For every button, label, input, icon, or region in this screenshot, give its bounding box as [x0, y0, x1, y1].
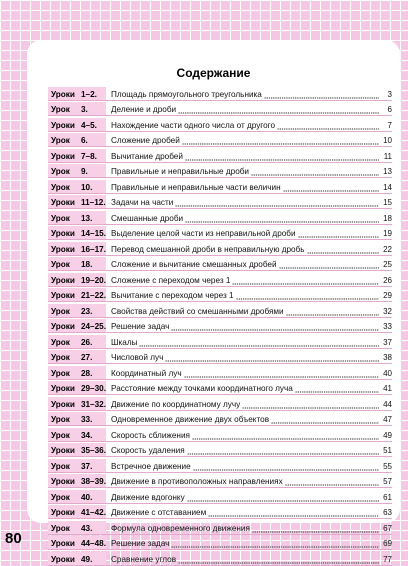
lesson-number: 16–17. [80, 244, 106, 254]
dot-leader [279, 261, 379, 269]
lesson-label [48, 536, 106, 549]
dot-leader [277, 122, 379, 130]
entry-title: Деление и дроби [111, 105, 177, 114]
entry-title: Решение задач [111, 322, 170, 331]
lesson-label [48, 133, 106, 146]
toc-entry [48, 271, 392, 287]
entry-page: 63 [383, 508, 392, 517]
toc-entry [48, 240, 392, 256]
toc-entry [48, 209, 392, 225]
lesson-label [48, 149, 106, 162]
dot-leader [175, 199, 379, 207]
dot-leader [295, 385, 379, 393]
entry-title: Движение в противоположных направлениях [111, 477, 283, 486]
toc-entry [48, 163, 392, 179]
entry-title: Сложение и вычитание смешанных дробей [111, 260, 277, 269]
entry-page: 57 [383, 477, 392, 486]
lesson-word: Урок [51, 430, 70, 440]
entry-title: Задачи на части [111, 198, 174, 207]
entry-title: Движение вдогонку [111, 492, 185, 502]
toc-entry [48, 426, 392, 442]
toc-entry [48, 519, 392, 535]
entry-page: 32 [383, 306, 392, 316]
entry-page: 55 [383, 461, 392, 471]
lesson-label [48, 180, 106, 193]
contents-list [48, 85, 392, 566]
toc-entry [48, 395, 392, 411]
entry-page: 37 [383, 337, 392, 347]
entry-title: Сложение дробей [111, 136, 180, 145]
lesson-number: 11–12. [81, 198, 106, 207]
lesson-label [48, 428, 106, 441]
entry-title: Свойства действий со смешанными дробями [111, 306, 284, 316]
dot-leader [178, 556, 379, 564]
lesson-number: 34. [81, 430, 93, 440]
dot-leader [264, 91, 379, 99]
entry-title: Скорость удаления [111, 446, 185, 455]
lesson-word: Урок [51, 492, 70, 502]
lesson-label [48, 381, 106, 394]
toc-entry [48, 178, 392, 194]
lesson-label [48, 443, 106, 456]
lesson-label [48, 288, 106, 301]
dot-leader [208, 509, 379, 517]
page-number: 80 [5, 530, 22, 547]
dot-leader [283, 184, 379, 192]
entry-page: 41 [383, 384, 392, 393]
toc-entry [48, 85, 392, 101]
toc-entry [48, 442, 392, 458]
lesson-number: 44–48. [80, 539, 106, 548]
toc-entry [48, 411, 392, 427]
dot-leader [171, 323, 379, 331]
entry-title: Площадь прямоугольного треугольника [111, 89, 262, 99]
lesson-number: 27. [81, 353, 93, 362]
dot-leader [298, 230, 379, 238]
contents-card [27, 40, 400, 564]
lesson-word: Урок [51, 260, 70, 269]
toc-entry [48, 535, 392, 551]
entry-page: 61 [383, 492, 392, 502]
lesson-word: Уроки [51, 322, 75, 331]
entry-page: 14 [383, 182, 392, 192]
dot-leader [193, 463, 379, 471]
lesson-word: Уроки [51, 151, 75, 161]
toc-entry [48, 147, 392, 163]
lesson-label [48, 474, 106, 487]
entry-page: 6 [387, 105, 392, 114]
lesson-label [48, 335, 106, 348]
toc-entry [48, 116, 392, 132]
lesson-label [48, 102, 106, 115]
lesson-label [48, 304, 106, 317]
toc-entry [48, 364, 392, 380]
lesson-word: Уроки [51, 89, 75, 99]
lesson-label [48, 87, 106, 100]
lesson-label [48, 257, 106, 270]
dot-leader [178, 106, 379, 114]
dot-leader [192, 432, 379, 440]
lesson-label [48, 350, 106, 363]
lesson-number: 31–32. [80, 399, 106, 409]
lesson-number: 35–36. [80, 446, 106, 455]
toc-entry [48, 333, 392, 349]
lesson-label [48, 521, 106, 534]
dot-leader [242, 401, 379, 409]
entry-title: Перевод смешанной дроби в неправильную дробь [111, 244, 305, 254]
dot-leader [187, 447, 379, 455]
entry-title: Расстояние между точками координатного луча [111, 384, 293, 393]
lesson-word: Урок [51, 167, 70, 176]
contents-heading: Содержание [176, 66, 251, 80]
entry-page: 51 [383, 446, 392, 455]
lesson-word: Урок [51, 337, 70, 347]
entry-title: Сложение с переходом через 1 [111, 275, 231, 285]
toc-entry [48, 101, 392, 117]
entry-page: 3 [387, 89, 392, 99]
lesson-label [48, 118, 106, 131]
lesson-word: Урок [51, 182, 70, 192]
lesson-label [48, 242, 106, 255]
entry-title: Движение по координатному лучу [111, 399, 241, 409]
lesson-word: Урок [51, 368, 70, 378]
lesson-label [48, 412, 106, 425]
lesson-label [48, 226, 106, 239]
toc-entry [48, 132, 392, 148]
lesson-number: 41–42. [80, 508, 106, 517]
entry-title: Вычитание с переходом через 1 [111, 291, 234, 300]
lesson-number: 38–39. [80, 477, 106, 486]
entry-page: 10 [383, 136, 392, 145]
entry-page: 33 [383, 322, 392, 331]
lesson-label [48, 505, 106, 518]
entry-title: Нахождение части одного числа от другого [111, 120, 276, 130]
lesson-label [48, 273, 106, 286]
entry-title: Решение задач [111, 539, 170, 548]
dot-leader [285, 478, 379, 486]
dot-leader [271, 416, 379, 424]
entry-page: 19 [383, 229, 392, 238]
lesson-word: Урок [51, 461, 70, 471]
entry-page: 47 [383, 415, 392, 424]
dot-leader [185, 153, 379, 161]
entry-page: 29 [383, 291, 392, 300]
lesson-number: 7–8. [81, 151, 97, 161]
lesson-word: Уроки [51, 477, 75, 486]
dot-leader [187, 494, 379, 502]
lesson-number: 19–20. [80, 275, 106, 285]
lesson-word: Уроки [51, 275, 75, 285]
dot-leader [182, 137, 379, 145]
lesson-number: 43. [81, 523, 93, 533]
lesson-label [48, 459, 106, 472]
toc-entry [48, 473, 392, 489]
lesson-word: Урок [51, 136, 70, 145]
lesson-number: 10. [81, 182, 93, 192]
lesson-number: 9. [81, 167, 88, 176]
toc-entry [48, 457, 392, 473]
lesson-word: Урок [51, 523, 70, 533]
entry-title: Встречное движение [111, 461, 191, 471]
toc-entry [48, 488, 392, 504]
lesson-word: Уроки [51, 198, 75, 207]
lesson-word: Урок [51, 105, 70, 114]
entry-title: Формула одновременного движения [111, 523, 250, 533]
lesson-label [48, 366, 106, 379]
lesson-number: 24–25. [80, 322, 106, 331]
toc-entry [48, 550, 392, 566]
dot-leader [165, 354, 379, 362]
lesson-number: 21–22. [80, 291, 106, 300]
dot-leader [251, 168, 379, 176]
lesson-number: 18. [81, 260, 93, 269]
entry-title: Одновременное движение двух объектов [111, 415, 270, 424]
lesson-number: 37. [81, 461, 93, 471]
lesson-number: 4–5. [81, 120, 97, 130]
toc-entry [48, 380, 392, 396]
lesson-word: Урок [51, 353, 70, 362]
lesson-number: 28. [81, 368, 93, 378]
entry-page: 67 [383, 523, 392, 533]
lesson-word: Урок [51, 306, 70, 316]
lesson-word: Уроки [51, 446, 75, 455]
lesson-label [48, 211, 106, 224]
lesson-word: Уроки [51, 384, 75, 393]
entry-page: 40 [383, 368, 392, 378]
entry-title: Вычитание дробей [111, 151, 183, 161]
lesson-number: 23. [81, 306, 93, 316]
lesson-word: Урок [51, 213, 70, 223]
entry-title: Числовой луч [111, 353, 164, 362]
entry-title: Правильные и неправильные дроби [111, 167, 250, 176]
lesson-number: 3. [81, 105, 88, 114]
toc-entry [48, 504, 392, 520]
dot-leader [252, 525, 379, 533]
lesson-number: 49. [81, 554, 93, 564]
entry-title: Сравнение углов [111, 554, 177, 564]
entry-page: 26 [383, 275, 392, 285]
dot-leader [232, 277, 379, 285]
entry-page: 77 [383, 554, 392, 564]
entry-page: 18 [383, 213, 392, 223]
lesson-number: 33. [81, 415, 93, 424]
lesson-label [48, 164, 106, 177]
toc-entry [48, 318, 392, 334]
lesson-word: Уроки [51, 244, 75, 254]
lesson-label [48, 552, 106, 565]
toc-entry [48, 349, 392, 365]
lesson-word: Уроки [51, 554, 75, 564]
toc-entry [48, 225, 392, 241]
dot-leader [171, 540, 379, 548]
lesson-label [48, 397, 106, 410]
entry-title: Смешанные дроби [111, 213, 184, 223]
dot-leader [184, 370, 379, 378]
dot-leader [286, 308, 379, 316]
lesson-word: Уроки [51, 539, 75, 548]
dot-leader [185, 215, 379, 223]
entry-page: 25 [383, 260, 392, 269]
toc-entry [48, 302, 392, 318]
lesson-label [48, 195, 106, 208]
entry-page: 13 [383, 167, 392, 176]
entry-page: 7 [387, 120, 392, 130]
entry-page: 49 [383, 430, 392, 440]
toc-entry [48, 256, 392, 272]
entry-page: 11 [383, 151, 392, 161]
entry-title: Движение с отставанием [111, 508, 207, 517]
entry-page: 69 [383, 539, 392, 548]
entry-title: Выделение целой части из неправильной дроби [111, 229, 296, 238]
toc-entry [48, 194, 392, 210]
lesson-label [48, 319, 106, 332]
entry-title: Скорость сближения [111, 430, 190, 440]
lesson-word: Уроки [51, 229, 75, 238]
entry-title: Шкалы [111, 337, 138, 347]
lesson-word: Уроки [51, 399, 75, 409]
lesson-word: Уроки [51, 120, 75, 130]
dot-leader [139, 339, 379, 347]
entry-title: Координатный луч [111, 368, 182, 378]
lesson-word: Уроки [51, 291, 75, 300]
lesson-number: 14–15. [80, 229, 106, 238]
lesson-number: 6. [81, 136, 88, 145]
entry-page: 22 [383, 244, 392, 254]
entry-page: 44 [383, 399, 392, 409]
lesson-label [48, 490, 106, 503]
entry-page: 15 [383, 198, 392, 207]
lesson-number: 26. [81, 337, 93, 347]
toc-entry [48, 287, 392, 303]
dot-leader [236, 292, 379, 300]
entry-page: 38 [383, 353, 392, 362]
lesson-number: 1–2. [81, 89, 97, 99]
lesson-number: 13. [81, 213, 93, 223]
lesson-word: Урок [51, 415, 70, 424]
entry-title: Правильные и неправильные части величин [111, 182, 281, 192]
lesson-number: 40. [81, 492, 93, 502]
lesson-word: Уроки [51, 508, 75, 517]
dot-leader [307, 246, 379, 254]
lesson-number: 29–30. [80, 384, 106, 393]
